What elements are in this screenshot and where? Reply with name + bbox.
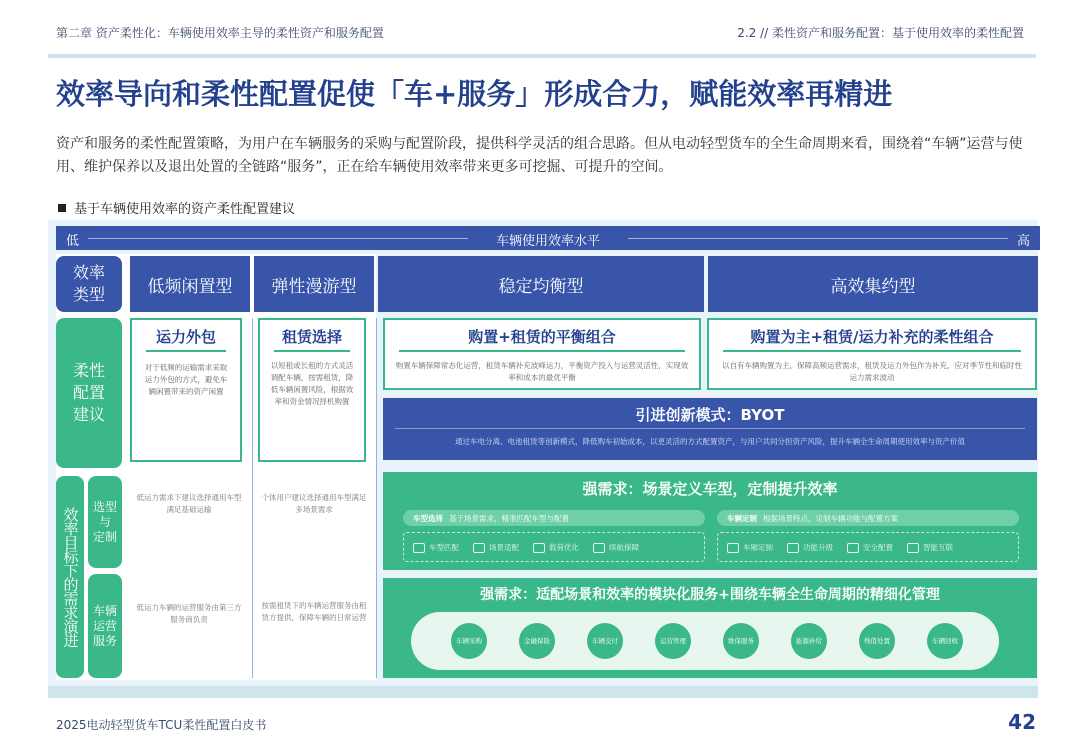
- service-cycle-track: [411, 612, 999, 670]
- level-low: 低: [66, 234, 80, 249]
- column-divider-2: [376, 318, 377, 678]
- stage-circle-3: 车辆交付: [587, 623, 623, 659]
- icons-right-row: [727, 542, 953, 553]
- rec-leasing-title: 租赁选择: [281, 328, 342, 346]
- row-label-service: 车辆 运营 服务: [88, 574, 122, 678]
- square-bullet-icon: [58, 204, 66, 212]
- section-header: 2.2 // 柔性资产和服务配置：基于使用效率的柔性配置: [737, 26, 1024, 40]
- demand1-title: 强需求：场景定义车型，定制提升效率: [582, 480, 838, 498]
- demand2-title: 强需求：适配场景和效率的模块化服务+围绕车辆全生命周期的精细化管理: [480, 587, 940, 603]
- tools-icon: 功能升级: [787, 542, 833, 553]
- battery-icon: 续航保障: [593, 542, 639, 553]
- model-note-elastic: 个体用户建议选择通用车型满足多场景需求: [261, 493, 367, 514]
- rec-flexible-underline: [723, 350, 1021, 352]
- byot-divider: [395, 428, 1025, 429]
- type-elastic: 弹性漫游型: [254, 256, 374, 312]
- level-arrow-line-right: [628, 238, 1008, 239]
- shield-icon: 载荷优化: [533, 542, 579, 553]
- rec-outsourcing-underline: [146, 350, 226, 352]
- demand-lifecycle-service: [383, 578, 1037, 678]
- service-note-low: 低运力车辆的运营服务由第三方服务商负责: [136, 603, 242, 624]
- intro-paragraph: 资产和服务的柔性配置策略，为用户在车辆服务的采购与配置阶段，提供科学灵活的组合思路。但从电动轻型货车的全生命周期来看，围绕着“车辆”运营与使用、维护保养以及退出处置的全链路“服务”，正在给车辆使用效率带来更多可挖掘、可提升的空间。: [56, 136, 1023, 175]
- stage-circle-6: 能源补给: [791, 623, 827, 659]
- pill-vehicle-customization-label: 车辆定制: [727, 514, 757, 523]
- chapter-header: 第二章 资产柔性化：车辆使用效率主导的柔性资产和服务配置: [56, 26, 384, 40]
- level-high: 高: [1016, 234, 1030, 249]
- type-stable: 稳定均衡型: [378, 256, 704, 312]
- pill-model-selection-text: 基于场景需求，精准匹配车型与配置: [449, 514, 569, 523]
- footer-title: 2025电动轻型货车TCU柔性配置白皮书: [56, 718, 267, 732]
- rec-balanced-underline: [399, 350, 685, 352]
- stage-circle-7: 残值处置: [859, 623, 895, 659]
- rec-flexible-title: 购置为主+租赁/运力补充的柔性组合: [750, 328, 994, 346]
- column-divider-1: [252, 318, 253, 678]
- rec-leasing-underline: [274, 350, 350, 352]
- stage-circle-8: 车辆回收: [927, 623, 963, 659]
- rec-flexible: [707, 318, 1037, 390]
- truck-icon: 车型匹配: [413, 542, 459, 553]
- rec-balanced: [383, 318, 701, 390]
- rec-leasing-desc: 以短租或长租的方式灵活调配车辆，按需租赁，降低车辆闲置风险，根据效率和资金情况择机购置: [270, 361, 354, 406]
- rec-leasing: [258, 318, 366, 462]
- row-label-type: 效率 类型: [56, 256, 122, 312]
- page-number: 42: [1008, 710, 1036, 734]
- page-title: 效率导向和柔性配置促使「车+服务」形成合力，赋能效率再精进: [56, 77, 893, 111]
- safety-icon: 安全配置: [847, 542, 893, 553]
- rec-flexible-desc: 以自有车辆购置为主，保障高频运营需求，租赁及运力外包作为补充，应对季节性和临时性运力需求波动: [722, 361, 1022, 382]
- figure-title: [58, 198, 295, 217]
- route-icon: 场景适配: [473, 542, 519, 553]
- byot-banner: [383, 398, 1037, 460]
- byot-title: 引进创新模式：BYOT: [635, 406, 785, 424]
- pill-vehicle-customization: [717, 510, 1019, 526]
- type-low-frequency: 低频闲置型: [130, 256, 250, 312]
- efficiency-level-bar: [56, 226, 1040, 250]
- pill-vehicle-customization-text: 根据场景特点，定制车辆功能与配置方案: [763, 514, 898, 523]
- rec-balanced-desc: 购置车辆保障常态化运营，租赁车辆补充波峰运力，平衡资产投入与运营灵活性，实现效率和成本的最优平衡: [395, 361, 689, 382]
- figure-bottom-band: [48, 686, 1038, 698]
- cargo-box-icon: 车厢定制: [727, 542, 773, 553]
- stage-circle-2: 金融保险: [519, 623, 555, 659]
- stage-circle-1: 车辆采购: [451, 623, 487, 659]
- stage-circle-4: 运营管理: [655, 623, 691, 659]
- pill-model-selection: [403, 510, 705, 526]
- type-high-efficiency: 高效集约型: [708, 256, 1038, 312]
- icons-left-row: [413, 542, 639, 553]
- rec-outsourcing: [130, 318, 242, 462]
- rec-outsourcing-desc: 对于低频的运输需求采取运力外包的方式，避免车辆闲置带来的资产闲置: [144, 363, 228, 396]
- service-note-elastic: 按需租赁下的车辆运营服务由租赁方提供，保障车辆的日常运营: [261, 601, 367, 622]
- row-label-demand: 效率目标下的需求演进: [56, 476, 84, 678]
- rec-balanced-title: 购置+租赁的平衡组合: [468, 328, 616, 346]
- model-note-low: 低运力需求下建议选择通用车型满足基础运输: [136, 493, 242, 514]
- row-label-config: 柔性 配置 建议: [56, 318, 122, 468]
- pill-model-selection-label: 车型选择: [413, 514, 443, 523]
- header-divider: [48, 54, 1036, 58]
- level-label: 车辆使用效率水平: [495, 234, 600, 249]
- network-icon: 智能互联: [907, 542, 953, 553]
- row-label-model: 选型 与 定制: [88, 476, 122, 568]
- byot-desc: 通过车电分离、电池租赁等创新模式，降低购车初始成本，以更灵活的方式配置资产，与用户共同分担资产风险，提升车辆全生命周期使用效率与资产价值: [455, 437, 965, 446]
- rec-outsourcing-title: 运力外包: [155, 328, 216, 346]
- stage-circle-5: 维保服务: [723, 623, 759, 659]
- figure-title-text: 基于车辆使用效率的资产柔性配置建议: [74, 202, 296, 217]
- demand-model-customization: [383, 472, 1037, 570]
